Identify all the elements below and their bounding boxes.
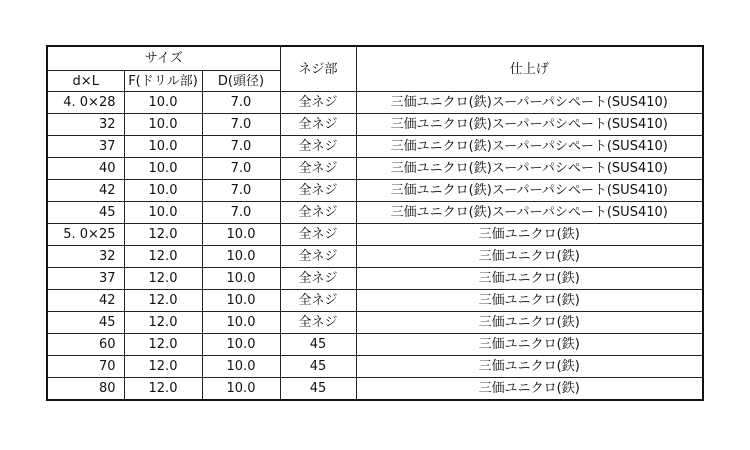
cell-f: 10.0 [124,114,202,136]
cell-dxl: 70 [47,356,124,378]
cell-d: 10.0 [202,312,280,334]
cell-f: 10.0 [124,202,202,224]
cell-thread: 45 [280,356,356,378]
cell-d: 7.0 [202,158,280,180]
header-d: D(頭径) [202,71,280,92]
table-row [47,136,703,158]
cell-thread: 全ネジ [280,136,356,158]
cell-dxl: 42 [47,290,124,312]
cell-d: 10.0 [202,268,280,290]
table-row [47,334,703,356]
table-row [47,158,703,180]
table-row [47,246,703,268]
cell-f: 12.0 [124,246,202,268]
cell-thread: 全ネジ [280,312,356,334]
cell-finish: 三価ユニクロ(鉄)スーパーパシペート(SUS410) [356,92,703,114]
cell-f: 10.0 [124,92,202,114]
header-f: F(ドリル部) [124,71,202,92]
cell-finish: 三価ユニクロ(鉄) [356,312,703,334]
table-row [47,312,703,334]
cell-thread: 全ネジ [280,246,356,268]
cell-d: 10.0 [202,334,280,356]
cell-d: 7.0 [202,180,280,202]
cell-finish: 三価ユニクロ(鉄) [356,334,703,356]
cell-f: 12.0 [124,290,202,312]
cell-finish: 三価ユニクロ(鉄)スーパーパシペート(SUS410) [356,114,703,136]
table-row [47,202,703,224]
cell-d: 7.0 [202,92,280,114]
screw-spec-table [46,45,704,401]
header-dxl: d×L [47,71,124,92]
table-row [47,224,703,246]
table-row [47,92,703,114]
cell-dxl: 37 [47,136,124,158]
cell-dxl: 40 [47,158,124,180]
cell-finish: 三価ユニクロ(鉄) [356,246,703,268]
cell-thread: 45 [280,378,356,401]
cell-finish: 三価ユニクロ(鉄) [356,290,703,312]
cell-d: 7.0 [202,136,280,158]
cell-finish: 三価ユニクロ(鉄) [356,378,703,401]
cell-dxl: 60 [47,334,124,356]
cell-finish: 三価ユニクロ(鉄) [356,224,703,246]
cell-finish: 三価ユニクロ(鉄) [356,268,703,290]
cell-thread: 全ネジ [280,180,356,202]
cell-d: 7.0 [202,114,280,136]
header-finish: 仕上げ [356,46,703,92]
cell-thread: 45 [280,334,356,356]
cell-dxl: 4. 0×28 [47,92,124,114]
cell-d: 7.0 [202,202,280,224]
header-thread: ネジ部 [280,46,356,92]
cell-thread: 全ネジ [280,224,356,246]
cell-f: 10.0 [124,136,202,158]
cell-finish: 三価ユニクロ(鉄)スーパーパシペート(SUS410) [356,136,703,158]
cell-f: 12.0 [124,224,202,246]
cell-thread: 全ネジ [280,158,356,180]
cell-f: 12.0 [124,334,202,356]
cell-f: 10.0 [124,158,202,180]
cell-dxl: 5. 0×25 [47,224,124,246]
cell-dxl: 37 [47,268,124,290]
table-row [47,356,703,378]
cell-thread: 全ネジ [280,92,356,114]
cell-finish: 三価ユニクロ(鉄) [356,356,703,378]
cell-dxl: 45 [47,202,124,224]
table-row [47,114,703,136]
cell-dxl: 42 [47,180,124,202]
cell-d: 10.0 [202,224,280,246]
cell-thread: 全ネジ [280,290,356,312]
cell-d: 10.0 [202,290,280,312]
table-row [47,180,703,202]
cell-dxl: 32 [47,246,124,268]
table-row [47,268,703,290]
table-row [47,378,703,401]
cell-finish: 三価ユニクロ(鉄)スーパーパシペート(SUS410) [356,158,703,180]
cell-f: 12.0 [124,378,202,401]
cell-f: 12.0 [124,312,202,334]
cell-d: 10.0 [202,246,280,268]
cell-dxl: 32 [47,114,124,136]
table-row [47,290,703,312]
cell-f: 12.0 [124,356,202,378]
cell-f: 10.0 [124,180,202,202]
header-row-1 [47,46,703,71]
cell-finish: 三価ユニクロ(鉄)スーパーパシペート(SUS410) [356,202,703,224]
cell-thread: 全ネジ [280,202,356,224]
header-size: サイズ [47,46,280,71]
cell-dxl: 45 [47,312,124,334]
cell-dxl: 80 [47,378,124,401]
cell-finish: 三価ユニクロ(鉄)スーパーパシペート(SUS410) [356,180,703,202]
cell-d: 10.0 [202,356,280,378]
cell-thread: 全ネジ [280,114,356,136]
cell-thread: 全ネジ [280,268,356,290]
cell-d: 10.0 [202,378,280,401]
cell-f: 12.0 [124,268,202,290]
